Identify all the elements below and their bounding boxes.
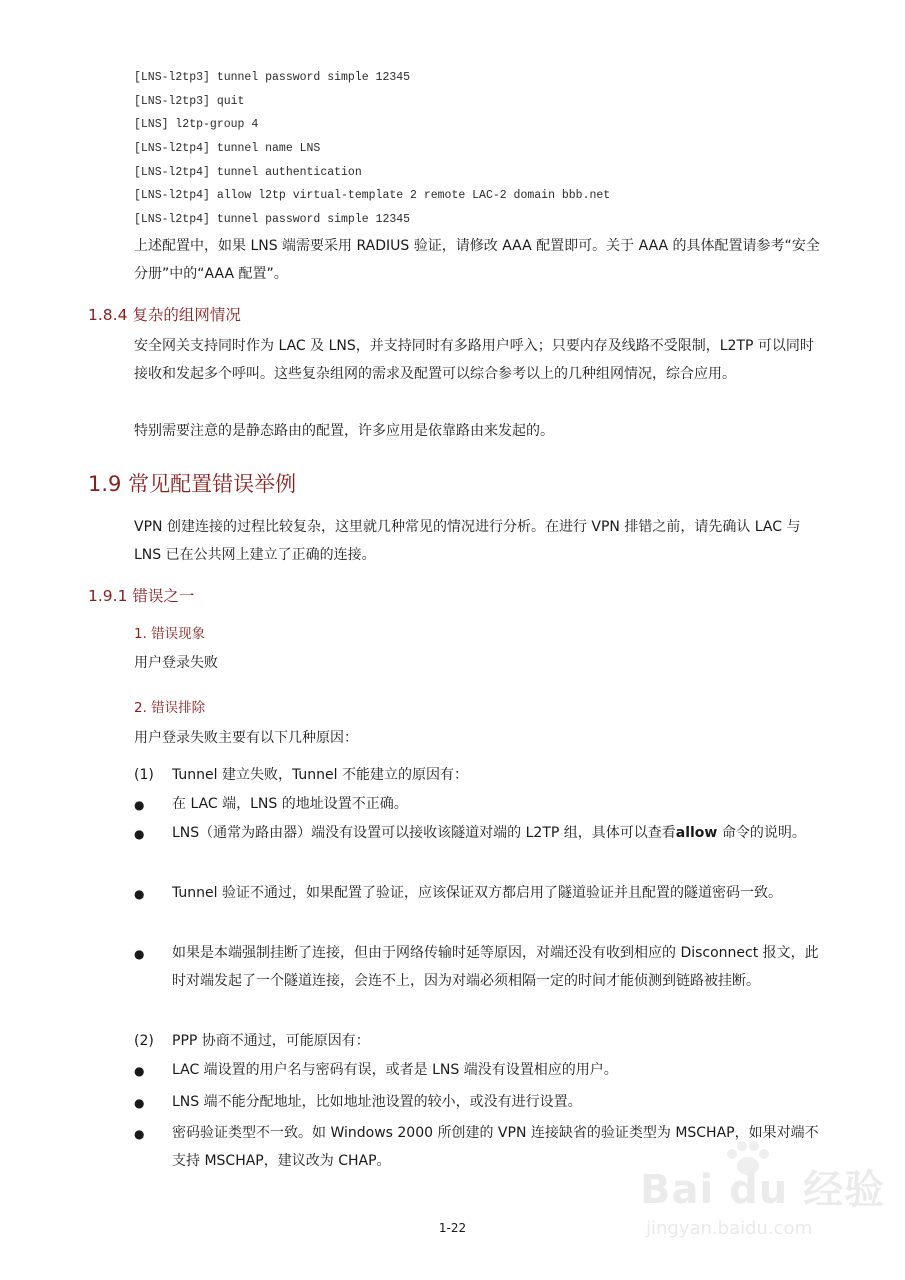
watermark-url: jingyan.baidu.com [646,1218,813,1239]
code-line: [LNS-l2tp4] tunnel name LNS [134,142,321,156]
bullet-icon: ● [134,887,145,901]
bullet-icon: ● [134,827,145,841]
bullet-item: 如果是本端强制挂断了连接，但由于网络传输时延等原因，对端还没有收到相应的 Disconnect 报文，此时对端发起了一个隧道连接，会连不上，因为对端必须相隔一定的时间才能侦测到链路被挂断。 [172,945,819,989]
list-item-tunnel: Tunnel 建立失败，Tunnel 不能建立的原因有： [172,767,468,783]
list-number: (2) [134,1033,154,1049]
code-line: [LNS-l2tp4] allow l2tp virtual-template 2 remote LAC-2 domain bbb.net [134,189,611,203]
command-keyword: allow [675,825,718,841]
section-heading-1-8-4: 1.8.4 复杂的组网情况 [88,306,241,324]
subheading-symptom: 1. 错误现象 [134,626,206,642]
subheading-troubleshoot: 2. 错误排除 [134,700,206,716]
code-line: [LNS] l2tp-group 4 [134,118,259,132]
code-line: [LNS-l2tp4] tunnel password simple 12345 [134,213,411,227]
code-block [134,66,610,232]
list-item-ppp: PPP 协商不通过，可能原因有： [172,1033,370,1049]
code-line: [LNS-l2tp4] tunnel authentication [134,165,362,179]
paragraph-radius-note: 上述配置中，如果 LNS 端需要采用 RADIUS 验证，请修改 AAA 配置即可。关于 AAA 的具体配置请参考“安全分册”中的“AAA 配置”。 [134,238,820,282]
section-heading-1-9-1: 1.9.1 错误之一 [88,587,195,605]
bullet-icon: ● [134,947,145,961]
section-heading-1-9: 1.9 常见配置错误举例 [88,472,297,496]
list-number: (1) [134,767,154,783]
bullet-item: 在 LAC 端，LNS 的地址设置不正确。 [172,796,408,812]
bullet-item: LAC 端设置的用户名与密码有误，或者是 LNS 端没有设置相应的用户。 [172,1062,618,1078]
code-line: [LNS-l2tp3] quit [134,94,245,108]
bullet-icon: ● [134,798,145,812]
watermark-brand: Bai du 经验 [640,1167,886,1213]
bullet-text: 命令的说明。 [717,825,806,841]
bullet-icon: ● [134,1064,145,1078]
bullet-icon: ● [134,1127,145,1141]
bullet-item [172,819,822,847]
paragraph-static-route: 特别需要注意的是静态路由的配置，许多应用是依靠路由来发起的。 [134,423,554,439]
code-line: [LNS-l2tp3] tunnel password simple 12345 [134,71,411,84]
bullet-item: 密码验证类型不一致。如 Windows 2000 所创建的 VPN 连接缺省的验证类型为 MSCHAP，如果对端不支持 MSCHAP，建议改为 CHAP。 [172,1125,819,1169]
paragraph-vpn-intro: VPN 创建连接的过程比较复杂，这里就几种常见的情况进行分析。在进行 VPN 排错之前，请先确认 LAC 与 LNS 已在公共网上建立了正确的连接。 [134,519,801,563]
bullet-item: Tunnel 验证不通过，如果配置了验证，应该保证双方都启用了隧道验证并且配置的隧道密码一致。 [172,885,782,901]
bullet-item: LNS 端不能分配地址，比如地址池设置的较小，或没有进行设置。 [172,1094,582,1110]
bullet-text: LNS（通常为路由器）端没有设置可以接收该隧道对端的 L2TP 组，具体可以查看 [172,825,676,841]
bullet-icon: ● [134,1096,145,1110]
paragraph-causes-intro: 用户登录失败主要有以下几种原因： [134,730,358,746]
baidu-watermark [640,1140,890,1260]
paragraph-complex-network: 安全网关支持同时作为 LAC 及 LNS，并支持同时有多路用户呼入；只要内存及线路不受限制，L2TP 可以同时接收和发起多个呼叫。这些复杂组网的需求及配置可以综合参考以上的几种组网情况，综合应用。 [134,338,814,382]
page-number: 1-22 [438,1221,467,1235]
paragraph-symptom: 用户登录失败 [134,655,218,671]
